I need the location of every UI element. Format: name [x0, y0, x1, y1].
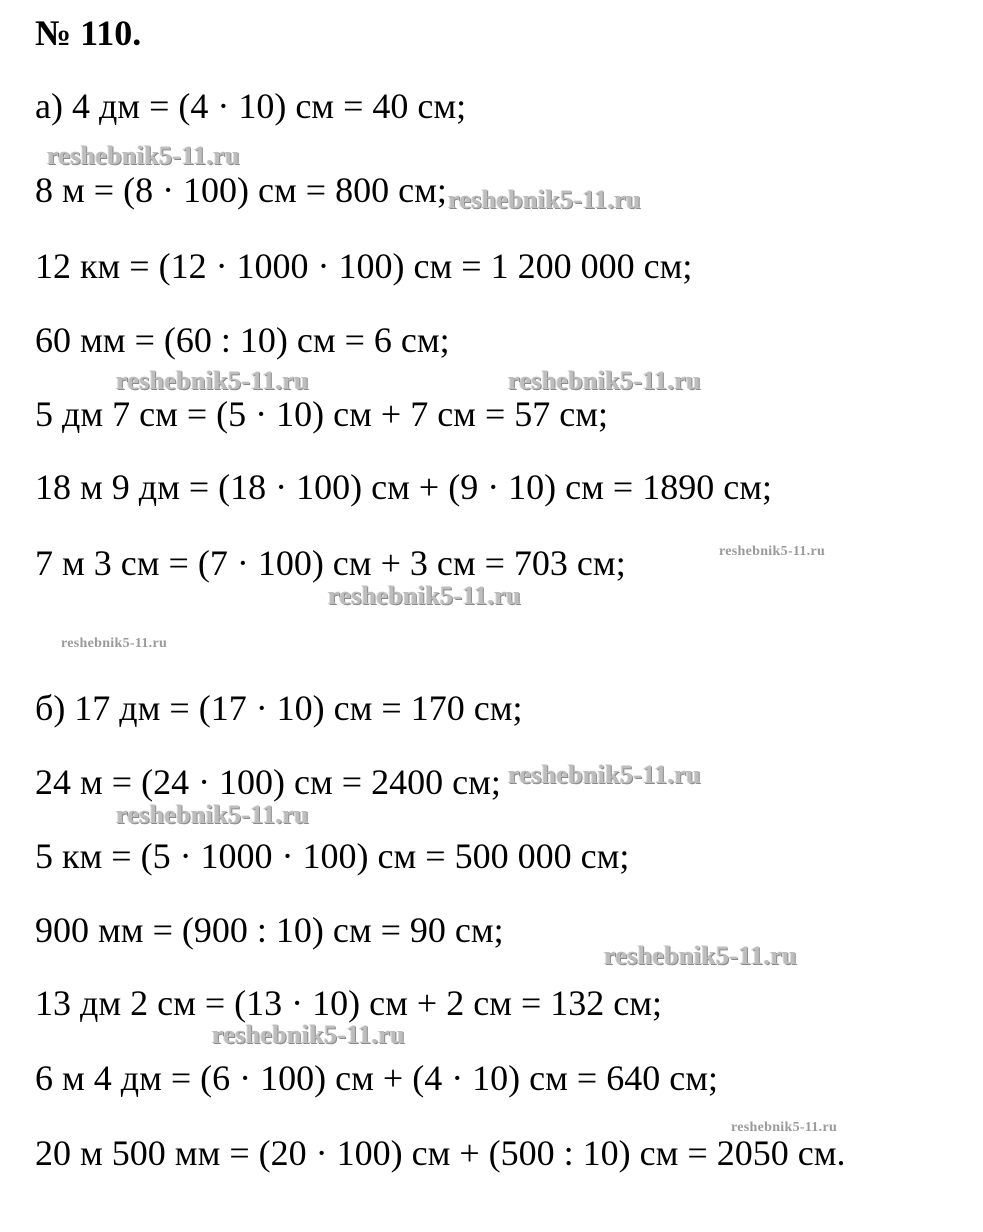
watermark: reshebnik5-11.ru — [448, 185, 641, 214]
part-b-line-7: 20 м 500 мм = (20 · 100) см + (500 : 10) см = 2050 см. — [35, 1133, 846, 1173]
watermark: reshebnik5-11.ru — [116, 800, 309, 829]
watermark: reshebnik5-11.ru — [212, 1020, 405, 1049]
part-a-line-3: 12 км = (12 · 1000 · 100) см = 1 200 000 см; — [35, 246, 693, 286]
watermark: reshebnik5-11.ru — [719, 544, 826, 559]
part-b-line-1: б) 17 дм = (17 · 10) см = 170 см; — [35, 688, 523, 728]
part-a-line-7: 7 м 3 см = (7 · 100) см + 3 см = 703 см; — [35, 543, 626, 583]
watermark: reshebnik5-11.ru — [328, 581, 521, 610]
watermark: reshebnik5-11.ru — [508, 366, 701, 395]
part-b-line-3: 5 км = (5 · 1000 · 100) см = 500 000 см; — [35, 836, 630, 876]
part-b-line-2: 24 м = (24 · 100) см = 2400 см; — [35, 762, 501, 802]
part-a-line-6: 18 м 9 дм = (18 · 100) см + (9 · 10) см = 1890 см; — [35, 467, 772, 507]
part-a-line-2: 8 м = (8 · 100) см = 800 см; — [35, 170, 447, 210]
watermark: reshebnik5-11.ru — [47, 141, 240, 170]
part-b-line-5: 13 дм 2 см = (13 · 10) см + 2 см = 132 см; — [35, 983, 663, 1023]
watermark: reshebnik5-11.ru — [61, 636, 168, 651]
watermark: reshebnik5-11.ru — [508, 760, 701, 789]
exercise-number: № 110. — [35, 13, 142, 53]
watermark: reshebnik5-11.ru — [731, 1120, 838, 1135]
part-a-line-4: 60 мм = (60 : 10) см = 6 см; — [35, 320, 450, 360]
part-a-line-5: 5 дм 7 см = (5 · 10) см + 7 см = 57 см; — [35, 394, 609, 434]
watermark: reshebnik5-11.ru — [604, 941, 797, 970]
watermark: reshebnik5-11.ru — [116, 366, 309, 395]
part-b-line-4: 900 мм = (900 : 10) см = 90 см; — [35, 910, 504, 950]
part-b-line-6: 6 м 4 дм = (6 · 100) см + (4 · 10) см = 640 см; — [35, 1058, 718, 1098]
part-a-line-1: а) 4 дм = (4 · 10) см = 40 см; — [35, 86, 467, 126]
